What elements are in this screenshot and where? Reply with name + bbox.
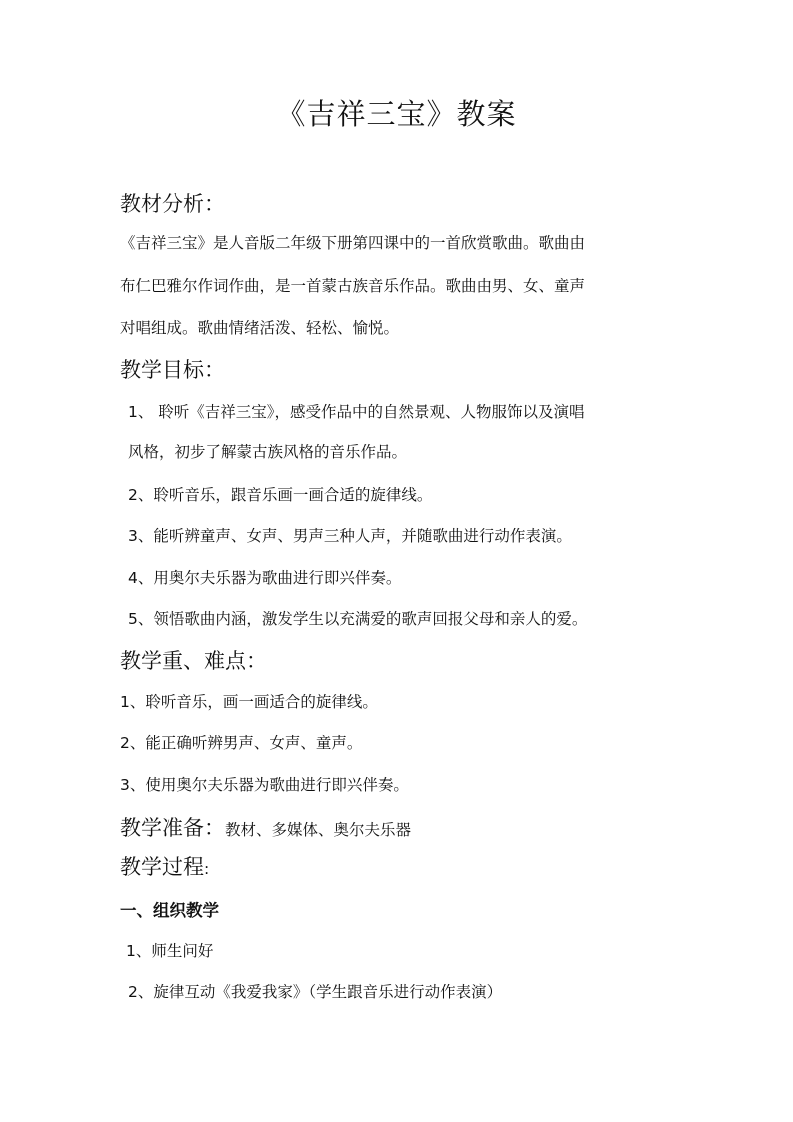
goal-item-2: 2、聆听音乐，跟音乐画一画合适的旋律线。 <box>128 486 433 504</box>
document-title: 《吉祥三宝》教案 <box>276 97 517 131</box>
process-heading-colon: : <box>204 860 210 878</box>
goal-item-5: 5、领悟歌曲内涵，激发学生以充满爱的歌声回报父母和亲人的爱。 <box>128 610 588 628</box>
analysis-heading: 教材分析： <box>120 192 225 216</box>
keypoints-heading: 教学重、难点： <box>120 649 267 673</box>
preparation-row <box>120 812 411 842</box>
keypoint-item-3: 3、使用奥尔夫乐器为歌曲进行即兴伴奏。 <box>120 776 409 794</box>
process-heading-row <box>120 851 209 881</box>
process-item-1: 1、师生问好 <box>126 942 214 960</box>
analysis-line-2: 布仁巴雅尔作词作曲，是一首蒙古族音乐作品。歌曲由男、女、童声 <box>120 277 586 295</box>
process-heading: 教学过程 <box>120 855 204 879</box>
process-item-2: 2、旋律互动《我爱我家》（学生跟音乐进行动作表演） <box>128 983 503 1001</box>
keypoint-item-1: 1、聆听音乐，画一画适合的旋律线。 <box>120 693 378 711</box>
process-subheading: 一、组织教学 <box>120 901 219 920</box>
preparation-heading: 教学准备： <box>120 816 225 840</box>
goal-item-1-continued: 风格，初步了解蒙古族风格的音乐作品。 <box>128 443 408 461</box>
analysis-line-3: 对唱组成。歌曲情绪活泼、轻松、愉悦。 <box>120 319 400 337</box>
goal-item-4: 4、用奥尔夫乐器为歌曲进行即兴伴奏。 <box>128 569 402 587</box>
analysis-line-1: 《吉祥三宝》是人音版二年级下册第四课中的一首欣赏歌曲。歌曲由 <box>120 234 586 252</box>
keypoint-item-2: 2、能正确听辨男声、女声、童声。 <box>120 734 363 752</box>
goals-heading: 教学目标： <box>120 358 225 382</box>
preparation-text: 教材、多媒体、奥尔夫乐器 <box>225 821 412 839</box>
goal-item-3: 3、能听辨童声、女声、男声三种人声，并随歌曲进行动作表演。 <box>128 527 572 545</box>
goal-item-1: 1、 聆听《吉祥三宝》，感受作品中的自然景观、人物服饰以及演唱 <box>128 403 585 421</box>
